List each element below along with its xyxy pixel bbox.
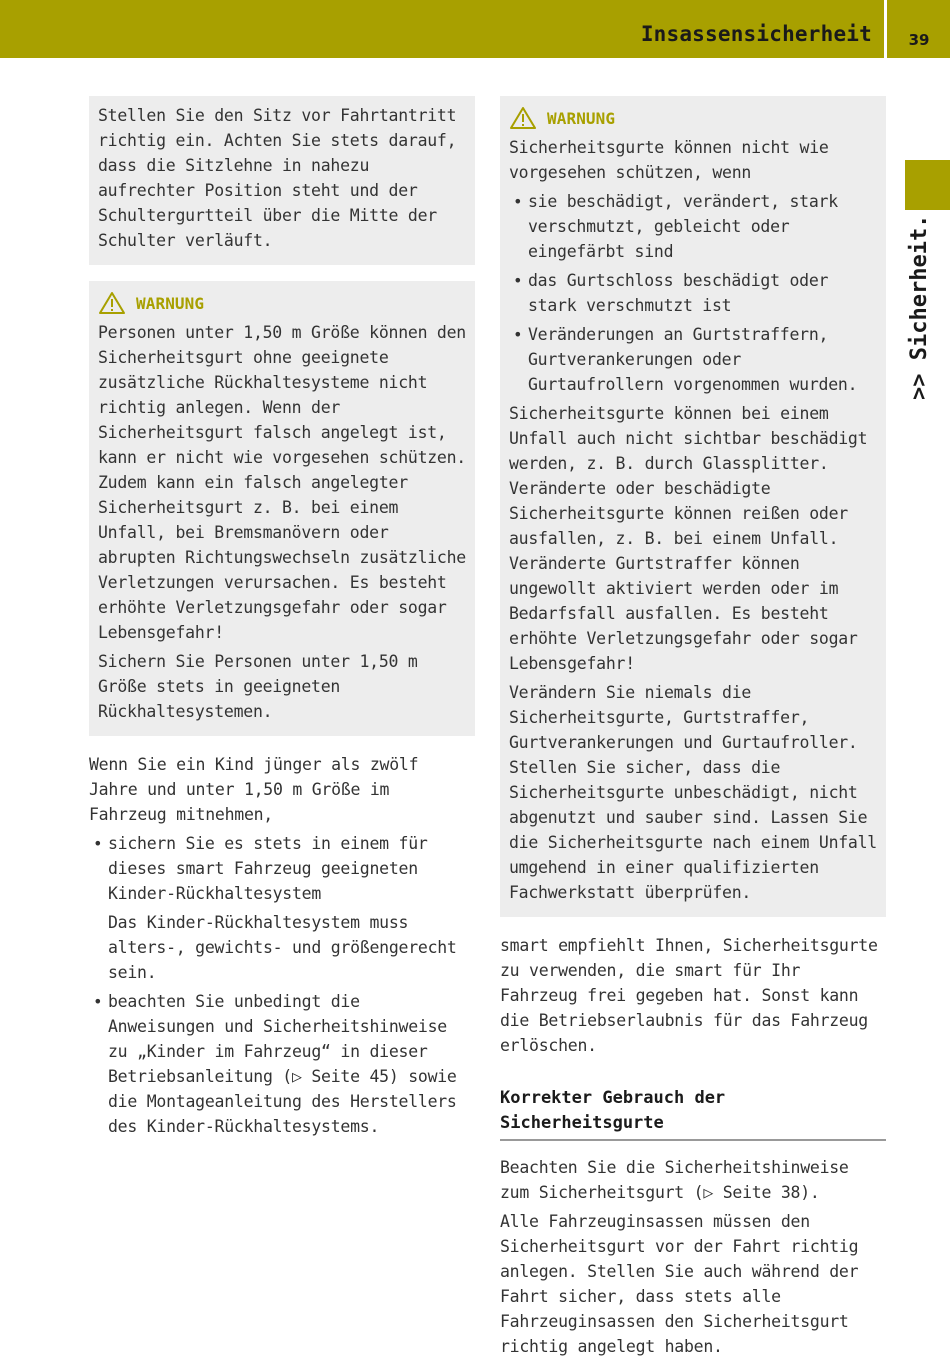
bullet-subtext: Das Kinder-Rückhaltesystem muss alters-, gewichts- und größengerecht sein.	[108, 913, 457, 982]
warning-bullet-list	[509, 189, 877, 397]
warning-intro: Sicherheitsgurte können nicht wie vorgesehen schützen, wenn	[509, 138, 829, 182]
section-paragraph: Alle Fahrzeuginsassen müssen den Sicherheitsgurt vor der Fahrt richtig anlegen. Stellen Sie auch während der Fahrt sicher, dass stets alle Fahrzeuginsassen den Sicherheitsgurt richtig angelegt haben.	[500, 1212, 859, 1356]
side-tab-marker	[905, 160, 950, 210]
section-paragraph: Beachten Sie die Sicherheitshinweise zum Sicherheitsgurt (▷ Seite 38).	[500, 1158, 849, 1202]
list-item	[509, 322, 877, 397]
children-intro: Wenn Sie ein Kind jünger als zwölf Jahre und unter 1,50 m Größe im Fahrzeug mitnehmen,	[89, 755, 419, 824]
recommend-text: smart empfiehlt Ihnen, Sicherheitsgurte zu verwenden, die smart für Ihr Fahrzeug frei gegeben hat. Sonst kann die Betriebserlaubnis für das Fahrzeug erlöschen.	[500, 936, 878, 1055]
section-heading: Korrekter Gebrauch der Sicherheitsgurte	[500, 1086, 886, 1141]
belt-recommendation	[500, 933, 886, 1058]
section-body	[500, 1155, 886, 1359]
seat-note-box	[89, 96, 475, 265]
right-column	[500, 96, 886, 1363]
warning-paragraph: Verändern Sie niemals die Sicherheitsgurte, Gurtstraffer, Gurtverankerungen und Gurtaufroller. Stellen Sie sicher, dass die Sicherheitsgurte unbeschädigt, nicht abgenutzt und sauber sind. Lassen Sie die Sicherheitsgurte nach einem Unfall umgehend in einer qualifizierten Fachwerkstatt überprüfen.	[509, 683, 877, 902]
list-item	[509, 268, 877, 318]
children-bullet-list	[89, 831, 475, 1139]
page-number: 39	[908, 31, 930, 49]
warning-triangle-icon	[509, 106, 537, 130]
warning-header	[98, 290, 466, 316]
warning-paragraph: Personen unter 1,50 m Größe können den Sicherheitsgurt ohne geeignete zusätzliche Rückhaltesysteme nicht richtig anlegen. Wenn der Sicherheitsgurt falsch angelegt ist, kann er nicht wie vorgesehen schützen. Zudem kann ein falsch angelegter Sicherheitsgurt z. B. bei einem Unfall, bei Bremsmanövern oder abrupten Richtungswechseln zusätzliche Verletzungen verursachen. Es besteht erhöhte Verletzungsgefahr oder sogar Lebensgefahr!	[98, 323, 466, 642]
side-section-label	[904, 214, 934, 600]
warning-box-children	[89, 281, 475, 736]
warning-header	[509, 105, 877, 131]
warning-label: WARNUNG	[547, 108, 616, 128]
chapter-title: Insassensicherheit	[640, 22, 872, 46]
list-item	[89, 831, 475, 985]
bullet-text: • das Gurtschloss beschädigt oder stark verschmutzt ist	[528, 271, 829, 315]
side-section-text: >> Sicherheit.	[907, 214, 932, 400]
warning-box-belts	[500, 96, 886, 917]
warning-paragraph: Sichern Sie Personen unter 1,50 m Größe stets in geeigneten Rückhaltesystemen.	[98, 652, 418, 721]
header-divider	[884, 0, 887, 58]
left-column	[89, 96, 475, 1143]
bullet-text: • sichern Sie es stets in einem für dieses smart Fahrzeug geeigneten Kinder-Rückhaltesystem	[108, 834, 428, 903]
list-item	[89, 989, 475, 1139]
list-item	[509, 189, 877, 264]
bullet-text: • sie beschädigt, verändert, stark verschmutzt, gebleicht oder eingefärbt sind	[528, 192, 838, 261]
bullet-text: • Veränderungen an Gurtstraffern, Gurtverankerungen oder Gurtaufrollern vorgenommen wurden.	[528, 325, 858, 394]
bullet-text: • beachten Sie unbedingt die Anweisungen und Sicherheitshinweise zu „Kinder im Fahrzeug“ in dieser Betriebsanleitung (▷ Seite 45) sowie die Montageanleitung des Herstellers des Kinder-Rückhaltesystems.	[108, 992, 457, 1136]
warning-label: WARNUNG	[136, 293, 205, 313]
warning-paragraph: Sicherheitsgurte können bei einem Unfall auch nicht sichtbar beschädigt werden, z. B. durch Glassplitter. Veränderte oder beschädigte Sicherheitsgurte können reißen oder ausfallen, z. B. bei einem Unfall. Veränderte Gurtstraffer können ungewollt aktiviert werden oder im Bedarfsfall ausfallen. Es besteht erhöhte Verletzungsgefahr oder sogar Lebensgefahr!	[509, 404, 868, 673]
warning-triangle-icon	[98, 291, 126, 315]
seat-note-text: Stellen Sie den Sitz vor Fahrtantritt richtig ein. Achten Sie stets darauf, dass die Sitzlehne in nahezu aufrechter Position steht und der Schultergurtteil über die Mitte der Schulter verläuft.	[98, 106, 457, 250]
children-instructions	[89, 752, 475, 1139]
